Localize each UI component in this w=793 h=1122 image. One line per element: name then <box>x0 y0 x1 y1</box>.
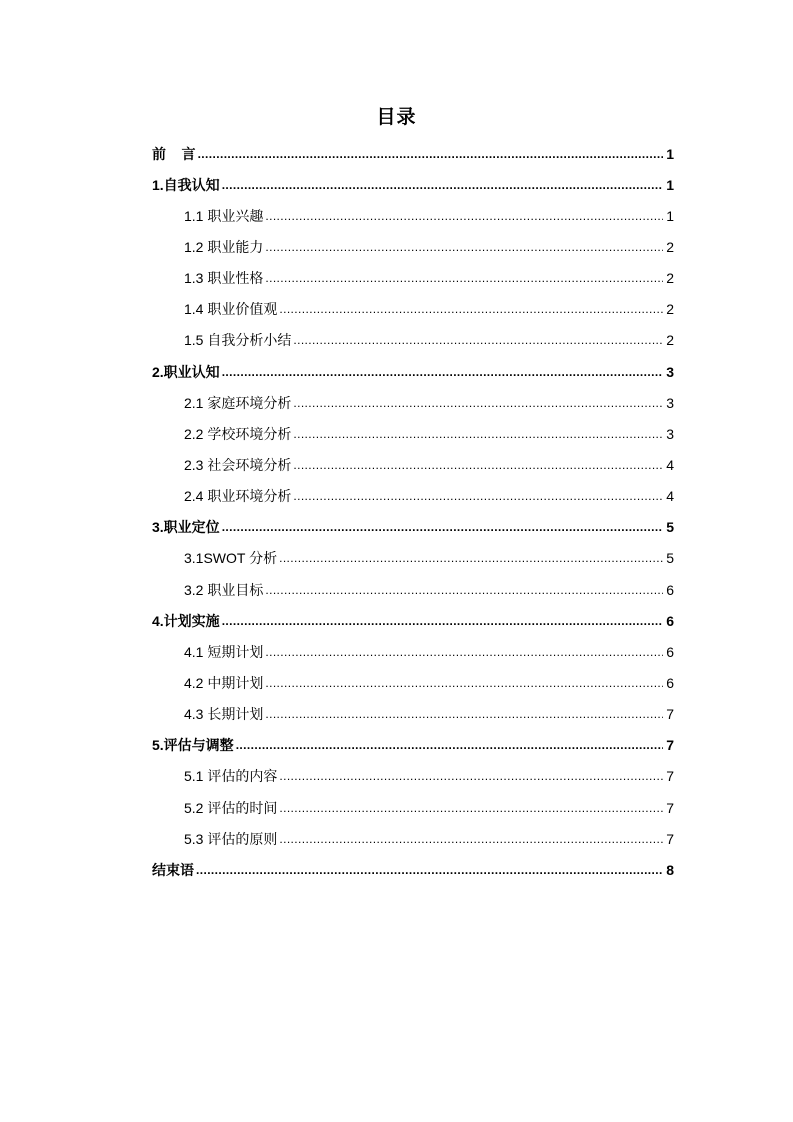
toc-dot-leader <box>293 425 663 443</box>
toc-entry-label: 5.2 评估的时间 <box>184 799 278 816</box>
toc-entry-label: 2.4 职业环境分析 <box>184 488 292 505</box>
toc-entry-label: 5.3 评估的原则 <box>184 830 278 847</box>
toc-dot-leader <box>236 736 664 754</box>
toc-page-number: 6 <box>666 612 674 629</box>
toc-page-number: 7 <box>666 799 674 816</box>
toc-subsection-entry[interactable] <box>152 449 674 480</box>
toc-dot-leader <box>279 767 663 785</box>
toc-dot-leader <box>293 487 663 505</box>
toc-entry-label: 1.5 自我分析小结 <box>184 332 292 349</box>
toc-entry-label: 结束语 <box>152 861 194 878</box>
toc-dot-leader <box>265 674 663 692</box>
toc-section-entry[interactable] <box>152 138 674 169</box>
toc-dot-leader <box>279 549 663 567</box>
toc-dot-leader <box>265 207 663 225</box>
toc-subsection-entry[interactable] <box>152 387 674 418</box>
toc-entry-label: 3.职业定位 <box>152 519 220 536</box>
toc-subsection-entry[interactable] <box>152 231 674 262</box>
toc-subsection-entry[interactable] <box>152 761 674 792</box>
toc-page-number: 7 <box>666 737 674 754</box>
toc-page-number: 7 <box>666 768 674 785</box>
toc-subsection-entry[interactable] <box>152 792 674 823</box>
toc-entry-label: 2.职业认知 <box>152 363 220 380</box>
toc-dot-leader <box>196 861 663 879</box>
toc-dot-leader <box>265 269 663 287</box>
table-of-contents <box>152 138 674 885</box>
toc-subsection-entry[interactable] <box>152 294 674 325</box>
toc-page-number: 3 <box>666 363 674 380</box>
toc-entry-label: 4.1 短期计划 <box>184 643 264 660</box>
toc-page-number: 8 <box>666 861 674 878</box>
toc-page-number: 1 <box>666 145 674 162</box>
toc-page-number: 6 <box>666 674 674 691</box>
toc-page-number: 2 <box>666 301 674 318</box>
toc-subsection-entry[interactable] <box>152 418 674 449</box>
toc-subsection-entry[interactable] <box>152 667 674 698</box>
toc-section-entry[interactable] <box>152 356 674 387</box>
toc-page-number: 2 <box>666 270 674 287</box>
toc-page-number: 4 <box>666 488 674 505</box>
toc-dot-leader <box>293 456 663 474</box>
toc-subsection-entry[interactable] <box>152 263 674 294</box>
toc-entry-label: 4.3 长期计划 <box>184 706 264 723</box>
toc-dot-leader <box>265 705 663 723</box>
toc-page-number: 3 <box>666 394 674 411</box>
toc-entry-label: 2.3 社会环境分析 <box>184 456 292 473</box>
toc-subsection-entry[interactable] <box>152 574 674 605</box>
toc-page-number: 6 <box>666 581 674 598</box>
toc-entry-label: 1.自我认知 <box>152 176 220 193</box>
toc-section-entry[interactable] <box>152 730 674 761</box>
toc-dot-leader <box>222 518 664 536</box>
toc-title: 目录 <box>376 107 417 128</box>
toc-entry-label: 1.4 职业价值观 <box>184 301 278 318</box>
toc-page-number: 5 <box>666 519 674 536</box>
toc-entry-label: 2.2 学校环境分析 <box>184 425 292 442</box>
toc-page-number: 6 <box>666 643 674 660</box>
toc-dot-leader <box>222 363 664 381</box>
toc-entry-label: 5.1 评估的内容 <box>184 768 278 785</box>
toc-section-entry[interactable] <box>152 169 674 200</box>
toc-dot-leader <box>279 830 663 848</box>
toc-page-number: 7 <box>666 706 674 723</box>
toc-subsection-entry[interactable] <box>152 325 674 356</box>
toc-dot-leader <box>222 612 664 630</box>
toc-dot-leader <box>222 176 664 194</box>
toc-dot-leader <box>265 581 663 599</box>
toc-page-number: 1 <box>666 207 674 224</box>
toc-subsection-entry[interactable] <box>152 200 674 231</box>
toc-page-number: 4 <box>666 456 674 473</box>
toc-page-number: 2 <box>666 332 674 349</box>
toc-entry-label: 5.评估与调整 <box>152 737 234 754</box>
toc-entry-label: 4.计划实施 <box>152 612 220 629</box>
toc-section-entry[interactable] <box>152 512 674 543</box>
toc-entry-label: 3.2 职业目标 <box>184 581 264 598</box>
toc-entry-label: 2.1 家庭环境分析 <box>184 394 292 411</box>
toc-dot-leader <box>265 643 663 661</box>
toc-dot-leader <box>198 145 664 163</box>
toc-section-entry[interactable] <box>152 605 674 636</box>
toc-entry-label: 1.3 职业性格 <box>184 270 264 287</box>
toc-page-number: 2 <box>666 238 674 255</box>
toc-dot-leader <box>265 238 663 256</box>
toc-subsection-entry[interactable] <box>152 481 674 512</box>
toc-entry-label: 1.2 职业能力 <box>184 238 264 255</box>
toc-entry-label: 前 言 <box>152 145 196 162</box>
toc-entry-label: 3.1SWOT 分析 <box>184 550 278 567</box>
toc-page-number: 1 <box>666 176 674 193</box>
toc-page-number: 3 <box>666 425 674 442</box>
toc-page-number: 5 <box>666 550 674 567</box>
toc-subsection-entry[interactable] <box>152 543 674 574</box>
toc-subsection-entry[interactable] <box>152 636 674 667</box>
toc-dot-leader <box>279 300 663 318</box>
toc-dot-leader <box>279 799 663 817</box>
toc-entry-label: 1.1 职业兴趣 <box>184 207 264 224</box>
toc-subsection-entry[interactable] <box>152 699 674 730</box>
toc-subsection-entry[interactable] <box>152 823 674 854</box>
toc-dot-leader <box>293 394 663 412</box>
toc-entry-label: 4.2 中期计划 <box>184 674 264 691</box>
toc-page-number: 7 <box>666 830 674 847</box>
toc-dot-leader <box>293 331 663 349</box>
toc-section-entry[interactable] <box>152 854 674 885</box>
